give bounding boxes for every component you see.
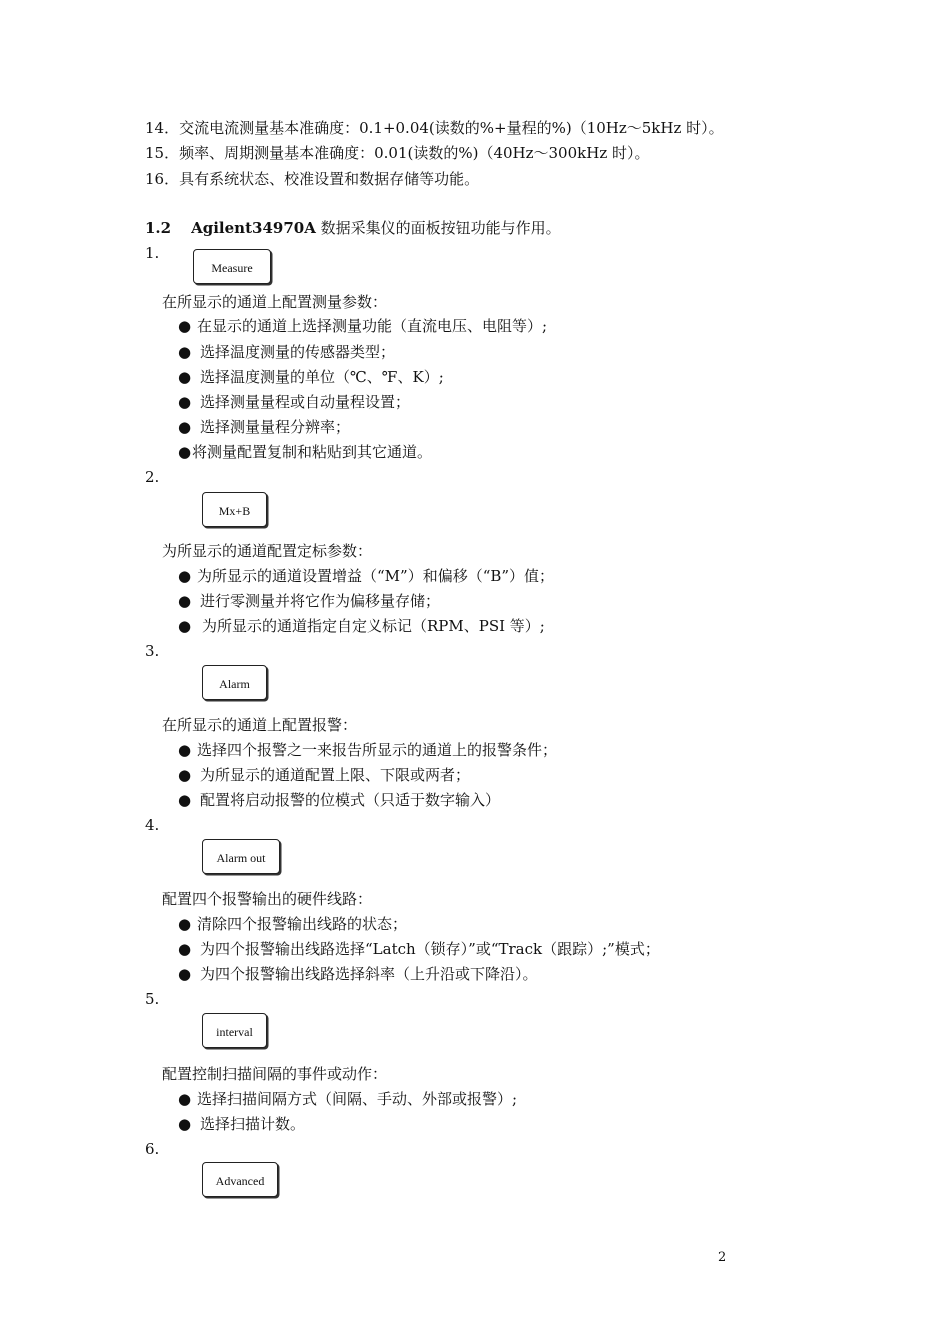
- item-number: 5.: [145, 990, 160, 1008]
- spec-line-15: 15．频率、周期测量基本准确度：0.01(读数的%)（40Hz～300kHz 时）。: [145, 144, 650, 162]
- bullet-dot: ●: [178, 1115, 192, 1133]
- list-item: ● 选择扫描计数。: [178, 1115, 306, 1133]
- section-title-rest: 数据采集仪的面板按钮功能与作用。: [320, 219, 561, 237]
- bullet-dot: ●: [178, 443, 192, 461]
- list-item: ● 为四个报警输出线路选择“Latch（锁存）”或“Track（跟踪）;”模式；: [178, 940, 660, 958]
- advanced-button[interactable]: Advanced: [202, 1162, 278, 1197]
- interval-button[interactable]: interval: [202, 1013, 267, 1048]
- list-item: ● 为所显示的通道设置增益（“M”）和偏移（“B”）值；: [178, 567, 555, 585]
- measure-button[interactable]: Measure: [193, 249, 271, 284]
- item-number: 3.: [145, 642, 160, 660]
- alarm-button[interactable]: Alarm: [202, 665, 267, 700]
- list-item: ● 为四个报警输出线路选择斜率（上升沿或下降沿）。: [178, 965, 538, 983]
- list-item: ● 清除四个报警输出线路的状态；: [178, 915, 408, 933]
- bullet-dot: ●: [178, 791, 192, 809]
- bullet-dot: ●: [178, 368, 192, 386]
- bullet-dot: ●: [178, 317, 192, 335]
- bullet-dot: ●: [178, 915, 192, 933]
- item-intro: 为所显示的通道配置定标参数：: [162, 542, 373, 560]
- bullet-dot: ●: [178, 940, 192, 958]
- bullet-dot: ●: [178, 766, 192, 784]
- list-item: ● 选择扫描间隔方式（间隔、手动、外部或报警）;: [178, 1090, 518, 1108]
- bullet-dot: ●: [178, 617, 192, 635]
- list-item: ● 选择温度测量的传感器类型；: [178, 343, 396, 361]
- alarm-out-button[interactable]: Alarm out: [202, 839, 280, 874]
- section-number: 1.2: [145, 219, 172, 237]
- list-item: ● 配置将启动报警的位模式（只适于数字输入）: [178, 791, 501, 809]
- bullet-dot: ●: [178, 741, 192, 759]
- item-intro: 在所显示的通道上配置报警：: [162, 716, 358, 734]
- section-heading: [145, 218, 561, 238]
- list-item: ● 在显示的通道上选择测量功能（直流电压、电阻等）;: [178, 317, 548, 335]
- bullet-dot: ●: [178, 567, 192, 585]
- list-item: ● 选择测量量程分辨率；: [178, 418, 351, 436]
- section-brand: Agilent34970A: [191, 219, 316, 237]
- bullet-dot: ●: [178, 1090, 192, 1108]
- item-intro: 配置四个报警输出的硬件线路：: [162, 890, 373, 908]
- item-intro: 在所显示的通道上配置测量参数：: [162, 293, 388, 311]
- spec-line-16: 16．具有系统状态、校准设置和数据存储等功能。: [145, 170, 480, 188]
- item-number: 1.: [145, 244, 160, 262]
- list-item: ● 进行零测量并将它作为偏移量存储；: [178, 592, 441, 610]
- list-item: ●将测量配置复制和粘贴到其它通道。: [178, 443, 433, 461]
- page-number: 2: [718, 1250, 727, 1265]
- item-intro: 配置控制扫描间隔的事件或动作：: [162, 1065, 388, 1083]
- bullet-dot: ●: [178, 393, 192, 411]
- list-item: ● 为所显示的通道指定自定义标记（RPM、PSI 等）;: [178, 617, 545, 635]
- item-number: 2.: [145, 468, 160, 486]
- bullet-dot: ●: [178, 965, 192, 983]
- item-number: 4.: [145, 816, 160, 834]
- spec-line-14: 14．交流电流测量基本准确度：0.1+0.04(读数的%+量程的%)（10Hz～5kHz 时）。: [145, 119, 724, 137]
- item-number: 6.: [145, 1140, 160, 1158]
- mx-b-button[interactable]: Mx+B: [202, 492, 267, 527]
- bullet-dot: ●: [178, 592, 192, 610]
- list-item: ● 选择测量量程或自动量程设置；: [178, 393, 411, 411]
- list-item: ● 选择四个报警之一来报告所显示的通道上的报警条件；: [178, 741, 558, 759]
- list-item: ● 选择温度测量的单位（℃、℉、K）;: [178, 368, 444, 386]
- list-item: ● 为所显示的通道配置上限、下限或两者；: [178, 766, 471, 784]
- bullet-dot: ●: [178, 343, 192, 361]
- bullet-dot: ●: [178, 418, 192, 436]
